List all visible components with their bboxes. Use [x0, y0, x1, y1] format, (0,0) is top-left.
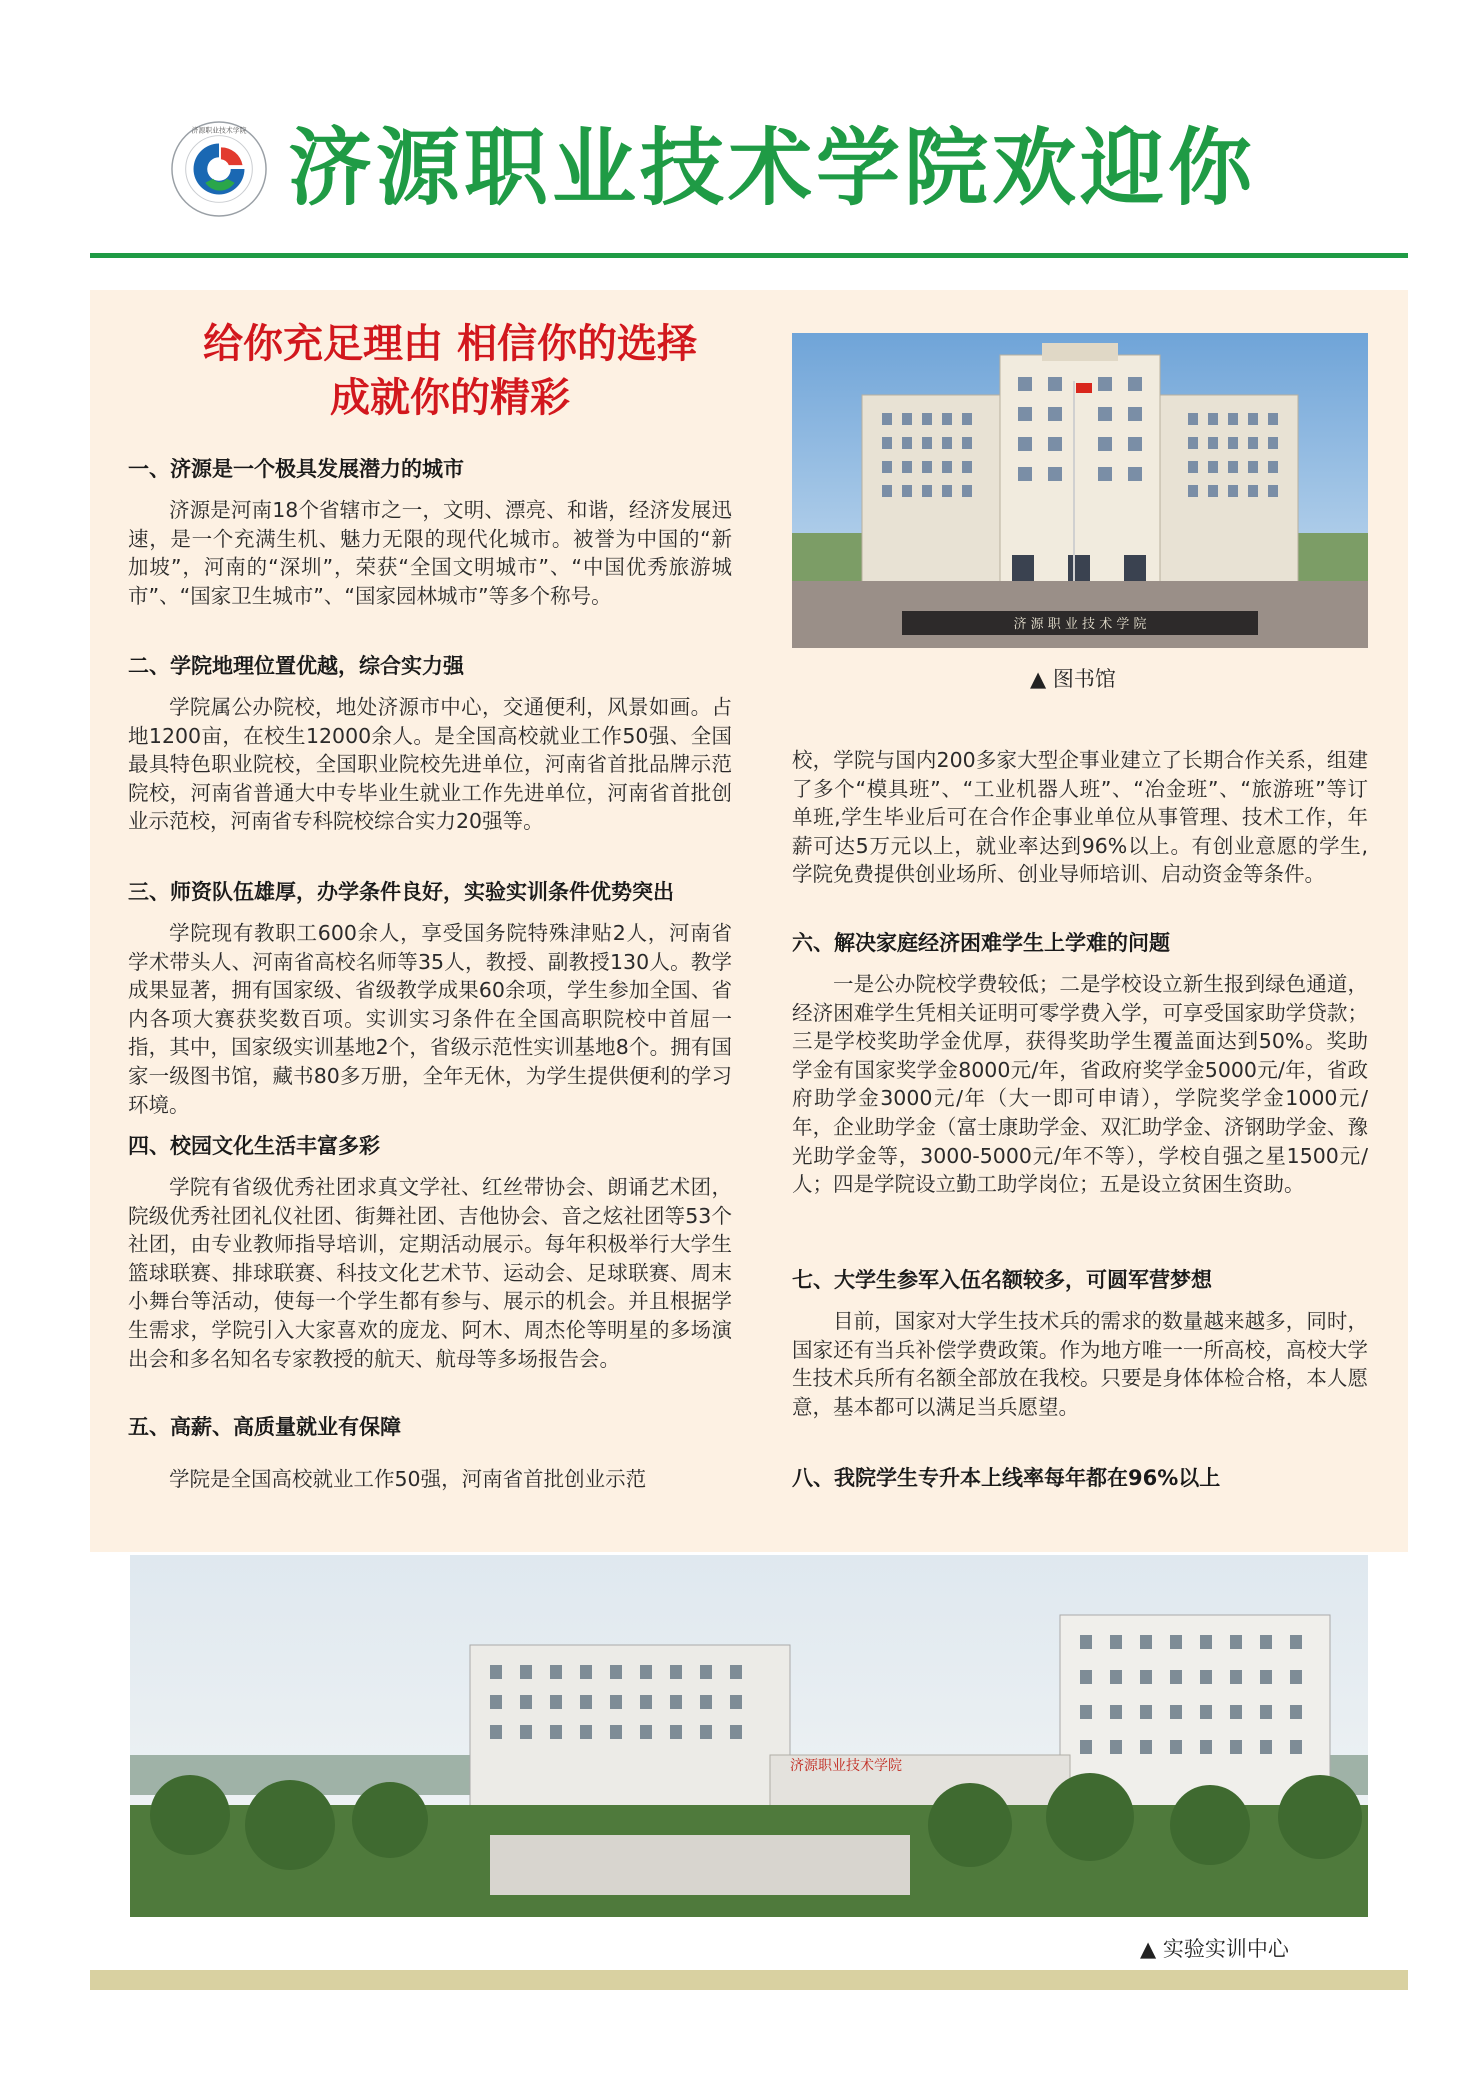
section-7-body: 目前，国家对大学生技术兵的需求的数量越来越多，同时，国家还有当兵补偿学费政策。作为地方唯一一所高校，高校大学生技术兵所有名额全部放在我校。只要是身体体检合格，本人愿意，基本都可以满足当兵愿望。 [792, 1309, 1368, 1419]
section-7-heading: 七、大学生参军入伍名额较多，可圆军营梦想 [792, 1268, 1212, 1292]
section-6-body: 一是公办院校学费较低；二是学校设立新生报到绿色通道，经济困难学生凭相关证明可零学费入学，可享受国家助学贷款；三是学校奖助学金优厚，获得奖助学生覆盖面达到50%。奖助学金有国家奖学金8000元/年，省政府奖学金5000元/年，省政府助学金3000元/年（大一即可申请），学院奖学金1000元/年，企业助学金（富士康助学金、双汇助学金、济钢助学金、豫光助学金等，3000-5000元/年不等），学校自强之星1500元/人；四是学院设立勤工助学岗位；五是设立贫困生资助。 [792, 972, 1368, 1197]
college-logo [170, 120, 268, 218]
library-caption: ▲ 图书馆 [1030, 667, 1116, 691]
section-3-heading: 三、师资队伍雄厚，办学条件良好，实验实训条件优势突出 [128, 880, 674, 904]
headline-line-2: 成就你的精彩 [330, 375, 570, 421]
section-2-heading: 二、学院地理位置优越，综合实力强 [128, 654, 464, 678]
section-2-body: 学院属公办院校，地处济源市中心，交通便利，风景如画。占地1200亩，在校生12000余人。是全国高校就业工作50强、全国最具特色职业院校，全国职业院校先进单位，河南省首批品牌示范院校，河南省普通大中专毕业生就业工作先进单位，河南省首批创业示范校，河南省专科院校综合实力20强等。 [128, 695, 732, 834]
section-6-heading: 六、解决家庭经济困难学生上学难的问题 [792, 931, 1170, 955]
footer-bar [90, 1970, 1408, 1990]
section-5-body: 学院是全国高校就业工作50强，河南省首批创业示范 [169, 1467, 647, 1491]
logo-ring-text: 济源职业技术学院 [191, 126, 247, 135]
section-1-heading: 一、济源是一个极具发展潜力的城市 [128, 457, 464, 481]
header-divider [90, 253, 1408, 258]
headline-line-1: 给你充足理由 相信你的选择 [203, 321, 697, 367]
section-5-heading: 五、高薪、高质量就业有保障 [128, 1415, 401, 1439]
section-8-heading: 八、我院学生专升本上线率每年都在96%以上 [792, 1466, 1221, 1490]
section-3-body: 学院现有教职工600余人，享受国务院特殊津贴2人，河南省学术带头人、河南省高校名师等35人，教授、副教授130人。教学成果显著，拥有国家级、省级教学成果60余项，学生参加全国、省内各项大赛获奖数百项。实训实习条件在全国高职院校中首屈一指，其中，国家级实训基地2个，省级示范性实训基地8个。拥有国家一级图书馆，藏书80多万册，全年无休，为学生提供便利的学习环境。 [128, 921, 732, 1117]
section-5-body-continued: 校，学院与国内200多家大型企事业建立了长期合作关系，组建了多个“模具班”、“工业机器人班”、“冶金班”、“旅游班”等订单班,学生毕业后可在合作企事业单位从事管理、技术工作，年薪可达5万元以上，就业率达到96%以上。有创业意愿的学生,学院免费提供创业场所、创业导师培训、启动资金等条件。 [792, 748, 1368, 887]
section-4-body: 学院有省级优秀社团求真文学社、红丝带协会、朗诵艺术团，院级优秀社团礼仪社团、街舞社团、吉他协会、音之炫社团等53个社团，由专业教师指导培训，定期活动展示。每年积极举行大学生篮球联赛、排球联赛、科技文化艺术节、运动会、足球联赛、周末小舞台等活动，使每一个学生都有参与、展示的机会。并且根据学生需求，学院引入大家喜欢的庞龙、阿木、周杰伦等明星的多场演出会和多名知名专家教授的航天、航母等多场报告会。 [128, 1175, 732, 1371]
training-center-sign-text: 济源职业技术学院 [790, 1758, 902, 1774]
library-sign-text: 济 源 职 业 技 术 学 院 [1013, 617, 1147, 632]
page-title: 济源职业技术学院欢迎你 [288, 119, 1257, 217]
training-center-photo [130, 1555, 1368, 1917]
section-1-body: 济源是河南18个省辖市之一，文明、漂亮、和谐，经济发展迅速，是一个充满生机、魅力无限的现代化城市。被誉为中国的“新加坡”，河南的“深圳”，荣获“全国文明城市”、“中国优秀旅游城市”、“国家卫生城市”、“国家园林城市”等多个称号。 [128, 498, 732, 608]
library-photo [792, 333, 1368, 648]
training-center-caption: ▲ 实验实训中心 [1140, 1937, 1289, 1961]
section-4-heading: 四、校园文化生活丰富多彩 [128, 1134, 380, 1158]
